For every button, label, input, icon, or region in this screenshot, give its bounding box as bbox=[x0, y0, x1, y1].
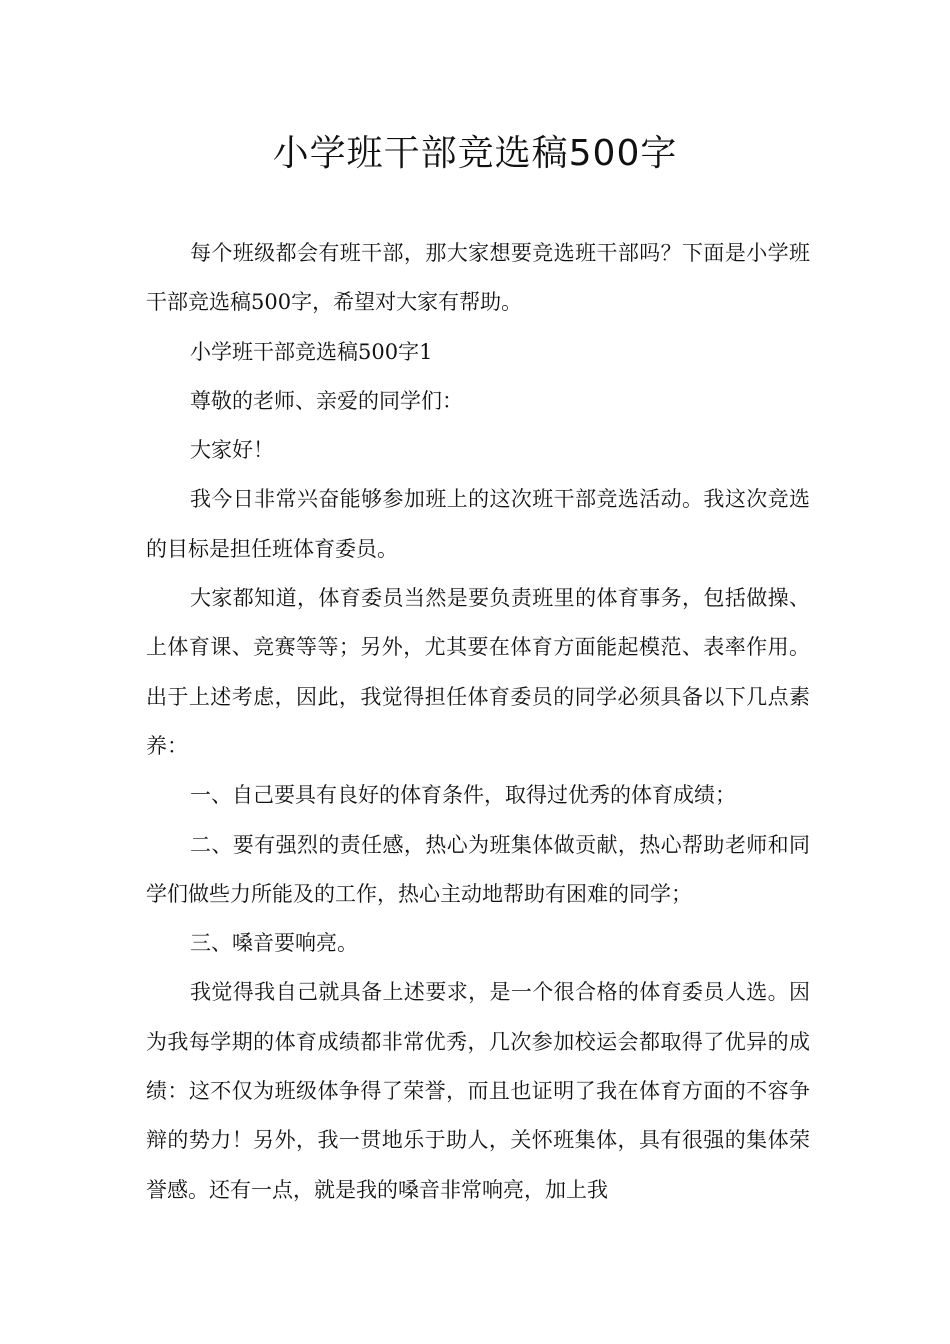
body-paragraph: 我觉得我自己就具备上述要求，是一个很合格的体育委员人选。因为我每学期的体育成绩都非常优秀，几次参加校运会都取得了优异的成绩：这不仅为班级体争得了荣誉，而且也证明了我在体育方面的不容争辩的势力！另外，我一贯地乐于助人，关怀班集体，具有很强的集体荣誉感。还有一点，就是我的嗓音非常响亮，加上我 bbox=[146, 980, 810, 1202]
greeting: 大家好！ bbox=[190, 438, 274, 463]
document-body bbox=[146, 229, 810, 1215]
body-paragraph: 我今日非常兴奋能够参加班上的这次班干部竞选活动。我这次竞选的目标是担任班体育委员。 bbox=[146, 487, 810, 561]
list-item: 三、嗓音要响亮。 bbox=[190, 931, 358, 956]
intro-paragraph: 每个班级都会有班干部，那大家想要竞选班干部吗？下面是小学班干部竞选稿500字，希望对大家有帮助。 bbox=[146, 241, 810, 315]
list-item: 一、自己要具有良好的体育条件，取得过优秀的体育成绩； bbox=[190, 783, 736, 808]
salutation: 尊敬的老师、亲爱的同学们： bbox=[190, 388, 463, 413]
section-heading: 小学班干部竞选稿500字1 bbox=[190, 339, 433, 364]
list-item: 二、要有强烈的责任感，热心为班集体做贡献，热心帮助老师和同学们做些力所能及的工作，热心主动地帮助有困难的同学； bbox=[146, 832, 810, 906]
body-paragraph: 大家都知道，体育委员当然是要负责班里的体育事务，包括做操、上体育课、竞赛等等；另外，尤其要在体育方面能起模范、表率作用。出于上述考虑，因此，我觉得担任体育委员的同学必须具备以下几点素养： bbox=[146, 586, 810, 758]
document-title: 小学班干部竞选稿500字 bbox=[272, 133, 678, 174]
